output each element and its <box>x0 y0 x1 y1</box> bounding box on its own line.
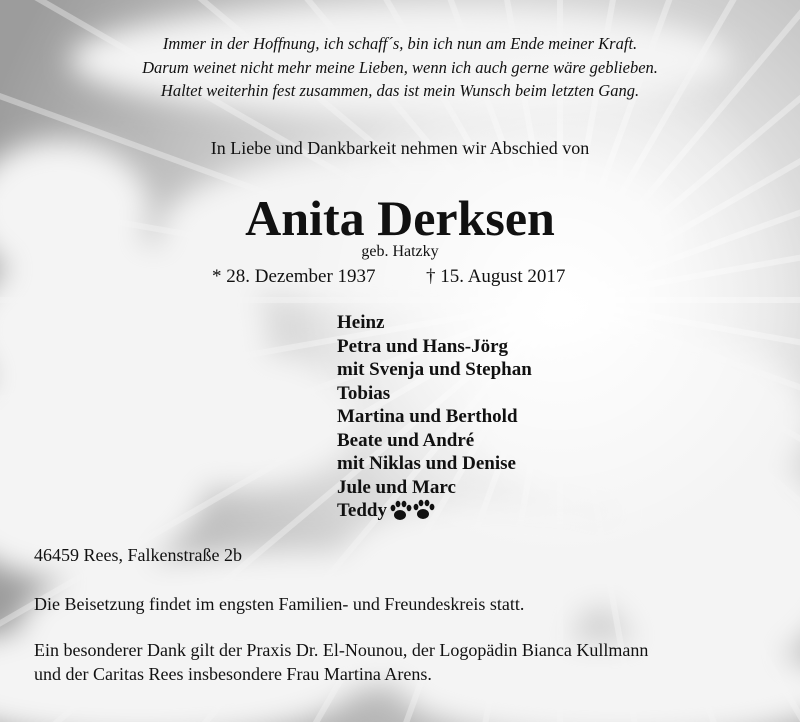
birth-date: * 28. Dezember 1937 <box>212 266 376 287</box>
poem-line: Immer in der Hoffnung, ich schaff´s, bin ich nun am Ende meiner Kraft. <box>162 34 638 53</box>
paw-print-icon <box>389 499 435 523</box>
funeral-note: Die Beisetzung findet im engsten Familien- und Freundeskreis statt. <box>34 594 525 614</box>
mourner-entry: mit Niklas und Denise <box>337 453 516 474</box>
life-dates <box>212 264 592 290</box>
mourner-entry: Martina und Berthold <box>337 406 518 427</box>
mourner-entry: Heinz <box>337 312 385 333</box>
pet-name: Teddy <box>337 500 387 522</box>
death-date: † 15. August 2017 <box>426 266 566 287</box>
mourner-entry: Beate und André <box>337 429 475 451</box>
mourner-entry: Petra und Hans-Jörg <box>337 335 508 357</box>
farewell-intro: In Liebe und Dankbarkeit nehmen wir Abschied von <box>210 138 590 158</box>
mourner-entry: Jule und Marc <box>337 476 456 498</box>
memorial-poem <box>0 32 800 103</box>
mourners-list <box>337 311 532 523</box>
mourner-entry: Tobias <box>337 382 391 404</box>
mourner-entry-pet <box>337 499 532 523</box>
poem-line: Haltet weiterhin fest zusammen, das ist mein Wunsch beim letzten Gang. <box>160 81 640 100</box>
thanks-line: Ein besonderer Dank gilt der Praxis Dr. El-Nounou, der Logopädin Bianca Kullmann <box>34 640 649 660</box>
maiden-name: geb. Hatzky <box>361 243 439 260</box>
mourner-entry: mit Svenja und Stephan <box>337 359 532 380</box>
thanks-note <box>34 638 774 686</box>
address: 46459 Rees, Falkenstraße 2b <box>34 545 242 565</box>
deceased-name: Anita Derksen <box>245 190 555 246</box>
poem-line: Darum weinet nicht mehr meine Lieben, wenn ich auch gerne wäre geblieben. <box>142 57 658 77</box>
thanks-line: und der Caritas Rees insbesondere Frau Martina Arens. <box>34 664 432 684</box>
